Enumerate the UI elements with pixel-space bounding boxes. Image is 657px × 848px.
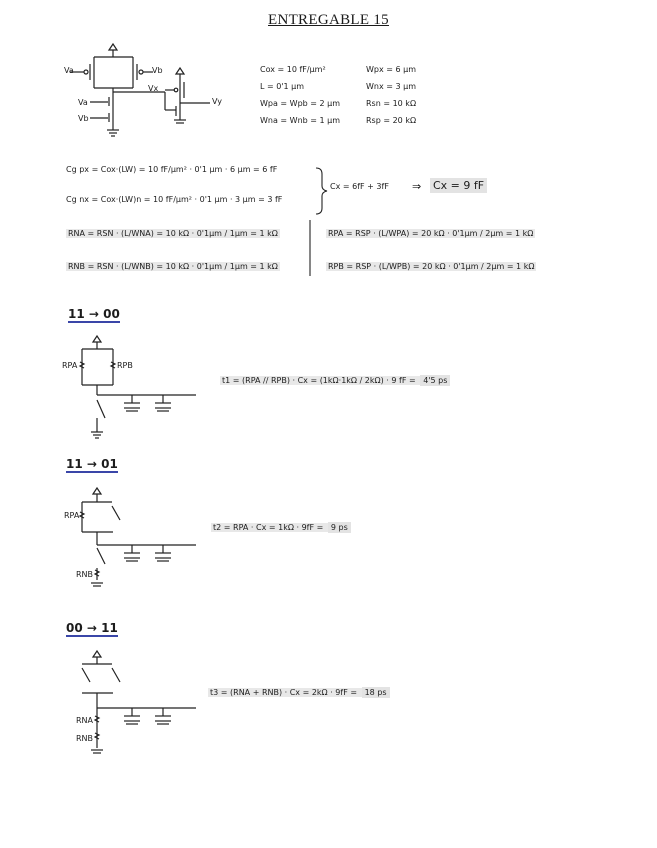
rpb-equation: RPB = RSP · (L/WPB) = 20 kΩ · 0'1µm / 2µm = 1 kΩ xyxy=(328,262,535,271)
label-va: Va xyxy=(64,66,74,75)
param-l: L = 0'1 µm xyxy=(260,82,305,91)
case1-formula-row xyxy=(220,376,450,385)
case3-result: 18 ps xyxy=(362,687,390,698)
case2-label-rnb: RNB xyxy=(76,570,94,579)
param-wna-wnb: Wna = Wnb = 1 µm xyxy=(260,116,341,125)
implies-arrow: ⇒ xyxy=(412,180,422,193)
label-vy: Vy xyxy=(212,97,222,106)
case2-circuit xyxy=(80,488,196,586)
case2-heading: 11 → 01 xyxy=(66,457,118,471)
case1-label-rpa: RPA xyxy=(62,361,78,370)
case2-formula-row xyxy=(211,523,351,532)
vdd-symbol xyxy=(109,44,117,50)
case3-circuit xyxy=(82,651,196,753)
case1-label-rpb: RPB xyxy=(117,361,133,370)
case3-heading: 00 → 11 xyxy=(66,621,118,635)
case3-formula: t3 = (RNA + RNB) · Cx = 2kΩ · 9fF = xyxy=(210,688,360,697)
label-vx: Vx xyxy=(148,84,159,93)
param-rsn: Rsn = 10 kΩ xyxy=(366,99,417,108)
label-va-nmos: Va xyxy=(78,98,88,107)
cx-sum: Cx = 6fF + 3fF xyxy=(330,182,389,191)
label-vb-nmos: Vb xyxy=(78,114,89,123)
param-wpx: Wpx = 6 µm xyxy=(366,65,417,74)
cg-nx-equation: Cg nx = Cox·(LW)n = 10 fF/µm² · 0'1 µm · 3 µm = 3 fF xyxy=(66,195,283,204)
case1-formula: t1 = (RPA // RPB) · Cx = (1kΩ·1kΩ / 2kΩ) · 9 fF = xyxy=(222,376,419,385)
case1-circuit xyxy=(80,336,196,438)
case2-formula: t2 = RPA · Cx = 1kΩ · 9fF = xyxy=(213,523,326,532)
case3-label-rnb: RNB xyxy=(76,734,94,743)
case2-label-rpa: RPA xyxy=(64,511,80,520)
case1-heading: 11 → 00 xyxy=(68,307,120,321)
rnb-equation: RNB = RSN · (L/WNB) = 10 kΩ · 0'1µm / 1µm = 1 kΩ xyxy=(68,262,278,271)
cx-result: Cx = 9 fF xyxy=(430,178,487,193)
param-wnx: Wnx = 3 µm xyxy=(366,82,417,91)
param-cox: Cox = 10 fF/µm² xyxy=(260,65,326,74)
rna-equation: RNA = RSN · (L/WNA) = 10 kΩ · 0'1µm / 1µm = 1 kΩ xyxy=(68,229,278,238)
case1-result: 4'5 ps xyxy=(420,375,450,386)
brace xyxy=(316,168,327,214)
case3-formula-row xyxy=(208,688,390,697)
page-title: ENTREGABLE 15 xyxy=(268,12,389,28)
case3-label-rna: RNA xyxy=(76,716,94,725)
rpa-equation: RPA = RSP · (L/WPA) = 20 kΩ · 0'1µm / 2µm = 1 kΩ xyxy=(328,229,534,238)
param-rsp: Rsp = 20 kΩ xyxy=(366,116,417,125)
case2-result: 9 ps xyxy=(328,522,351,533)
param-wpa-wpb: Wpa = Wpb = 2 µm xyxy=(260,99,341,108)
cg-px-equation: Cg px = Cox·(LW) = 10 fF/µm² · 0'1 µm · 6 µm = 6 fF xyxy=(66,165,278,174)
label-vb: Vb xyxy=(152,66,163,75)
